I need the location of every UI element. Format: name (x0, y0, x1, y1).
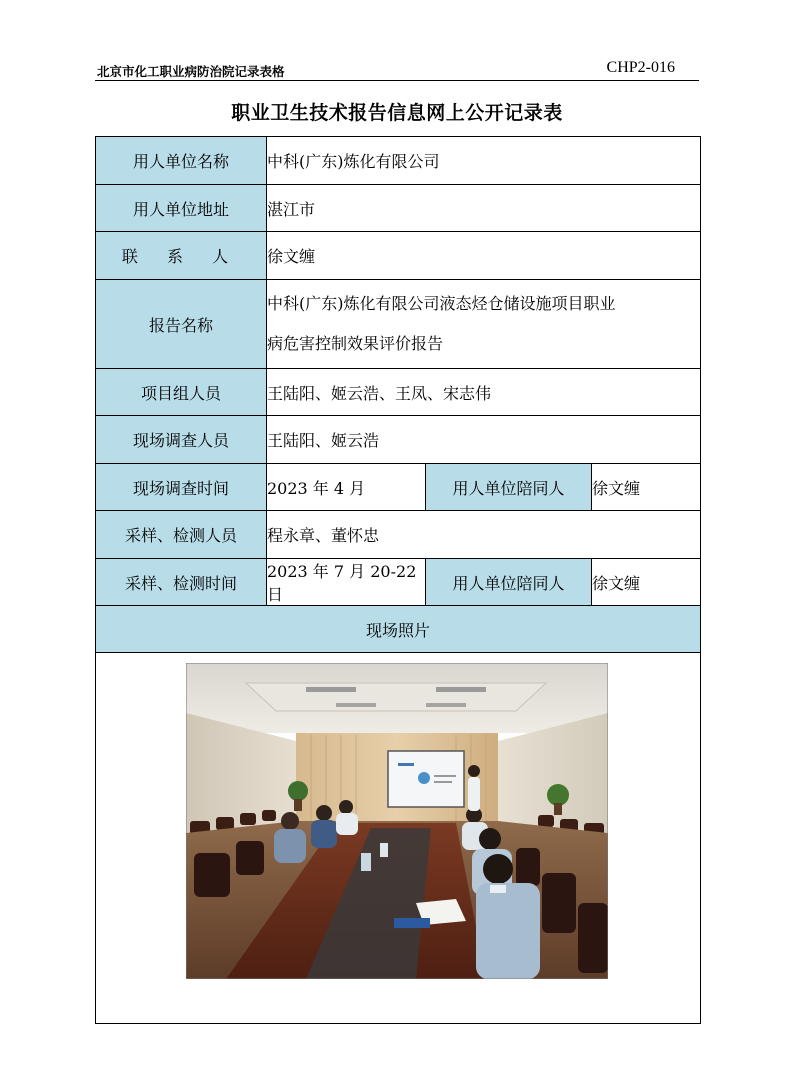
unit-name-label: 用人单位名称 (96, 137, 267, 185)
row-survey-staff (96, 416, 701, 464)
photo-section-label: 现场照片 (96, 606, 701, 653)
survey-companion-value: 徐文缠 (592, 464, 701, 511)
survey-staff-value: 王陆阳、姬云浩 (267, 416, 701, 464)
sampling-time-value: 2023 年 7 月 20-22 日 (267, 559, 426, 606)
organization-name: 北京市化工职业病防治院记录表格 (97, 64, 285, 79)
unit-address-value: 湛江市 (267, 185, 701, 232)
survey-time-value: 2023 年 4 月 (267, 464, 426, 511)
row-photo (96, 653, 701, 1024)
record-table (95, 136, 701, 1024)
form-code: CHP2-016 (606, 59, 675, 76)
sampling-staff-value: 程永章、董怀忠 (267, 511, 701, 559)
contact-label (96, 232, 267, 280)
unit-name-value: 中科(广东)炼化有限公司 (267, 137, 701, 185)
row-contact (96, 232, 701, 280)
survey-staff-label: 现场调查人员 (96, 416, 267, 464)
sampling-companion-label: 用人单位陪同人 (426, 559, 592, 606)
unit-address-label: 用人单位地址 (96, 185, 267, 232)
row-unit-address (96, 185, 701, 232)
photo-cell (96, 653, 701, 1024)
report-name-line-1: 中科(广东)炼化有限公司液态烃仓储设施项目职业 (267, 294, 616, 313)
report-name-label: 报告名称 (96, 280, 267, 369)
report-name-line-2: 病危害控制效果评价报告 (267, 334, 444, 353)
row-survey-time (96, 464, 701, 511)
row-team (96, 369, 701, 416)
report-name-value (267, 280, 701, 369)
survey-companion-label: 用人单位陪同人 (426, 464, 592, 511)
site-meeting-photo (186, 663, 608, 979)
sampling-staff-label: 采样、检测人员 (96, 511, 267, 559)
document-header (95, 58, 699, 81)
row-sampling-staff (96, 511, 701, 559)
row-report-name (96, 280, 701, 369)
sampling-companion-value: 徐文缠 (592, 559, 701, 606)
row-unit-name (96, 137, 701, 185)
contact-value: 徐文缠 (267, 232, 701, 280)
team-label: 项目组人员 (96, 369, 267, 416)
team-value: 王陆阳、姬云浩、王凤、宋志伟 (267, 369, 701, 416)
row-sampling-time (96, 559, 701, 606)
survey-time-label: 现场调查时间 (96, 464, 267, 511)
document-title: 职业卫生技术报告信息网上公开记录表 (231, 102, 563, 124)
contact-label-text: 联 系 人 (121, 247, 241, 266)
sampling-time-label: 采样、检测时间 (96, 559, 267, 606)
row-photo-heading (96, 606, 701, 653)
